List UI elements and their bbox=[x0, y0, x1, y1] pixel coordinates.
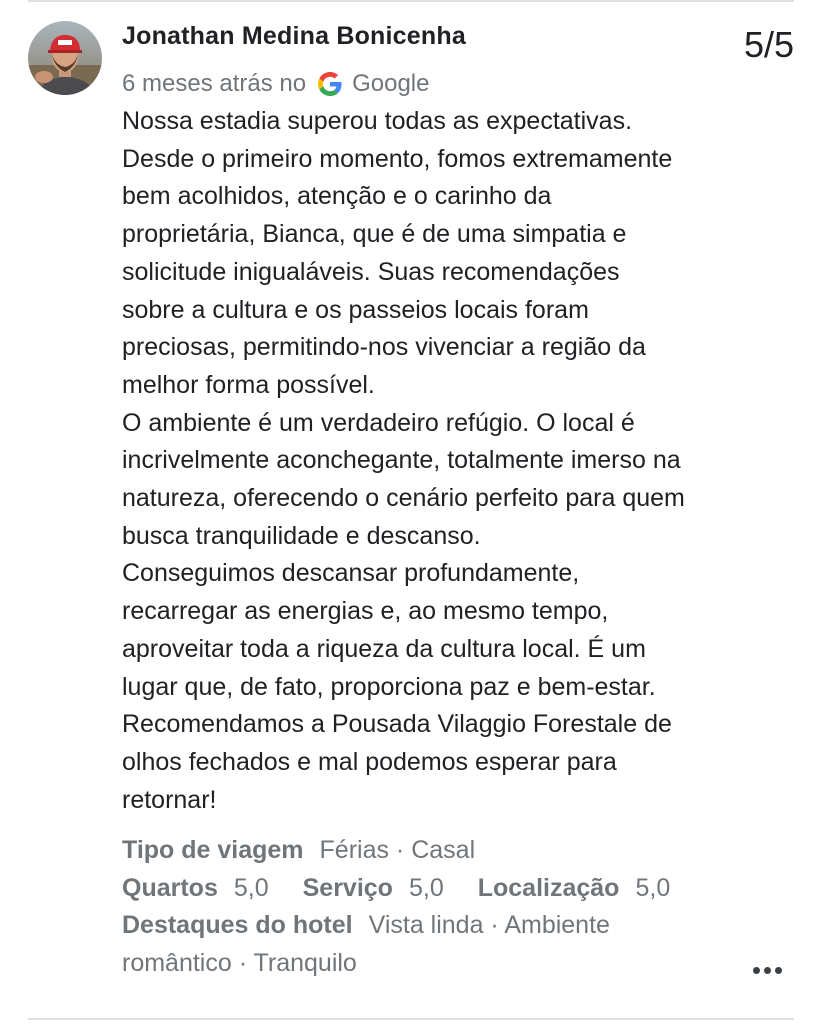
review-text-line: O ambiente é um verdadeiro refúgio. O local é bbox=[122, 408, 635, 437]
bottom-divider bbox=[28, 1018, 794, 1020]
review-text-line: bem acolhidos, atenção e o carinho da bbox=[122, 182, 552, 211]
highlights-row bbox=[122, 907, 762, 945]
review-text-line: natureza, oferecendo o cenário perfeito para quem bbox=[122, 484, 685, 513]
review-text-line: retornar! bbox=[122, 785, 217, 814]
location-value: 5,0 bbox=[635, 873, 671, 902]
location-label: Localização bbox=[477, 873, 620, 902]
highlights-row-continued bbox=[122, 945, 762, 983]
highlights-value-line1: Vista linda · Ambiente bbox=[368, 911, 610, 939]
review-text-line: aproveitar toda a riqueza da cultura local. É um bbox=[122, 634, 646, 663]
more-options-button[interactable] bbox=[748, 956, 786, 984]
review-text-line: incrivelmente aconchegante, totalmente imerso na bbox=[122, 446, 681, 475]
review-text bbox=[122, 103, 772, 819]
review-source: Google bbox=[352, 70, 430, 97]
trip-type-label: Tipo de viagem bbox=[122, 836, 304, 864]
service-value: 5,0 bbox=[408, 873, 444, 902]
more-horiz-icon bbox=[753, 967, 760, 974]
review-text-line: Conseguimos descansar profundamente, bbox=[122, 559, 580, 588]
rating-score: 5/5 bbox=[743, 24, 794, 65]
reviewer-name[interactable]: Jonathan Medina Bonicenha bbox=[122, 22, 466, 50]
review-meta bbox=[122, 67, 429, 101]
top-divider bbox=[28, 0, 794, 2]
review-text-line: lugar que, de fato, proporciona paz e bem-estar. bbox=[122, 672, 656, 701]
review-text-line: recarregar as energias e, ao mesmo tempo, bbox=[122, 597, 609, 626]
ratings-row bbox=[122, 870, 762, 908]
highlights-value-line2: romântico · Tranquilo bbox=[122, 948, 357, 977]
review-text-line: olhos fechados e mal podemos esperar para bbox=[122, 747, 617, 776]
review-text-line: sobre a cultura e os passeios locais foram bbox=[122, 295, 589, 324]
review-details bbox=[122, 832, 762, 982]
rooms-label: Quartos bbox=[122, 873, 218, 902]
review-time: 6 meses atrás no bbox=[122, 70, 307, 97]
review-text-line: preciosas, permitindo-nos vivenciar a região da bbox=[122, 333, 646, 362]
review-text-line: proprietária, Bianca, que é de uma simpatia e bbox=[122, 220, 627, 249]
review-text-line: melhor forma possível. bbox=[122, 370, 375, 399]
rooms-value: 5,0 bbox=[233, 873, 269, 902]
review-text-line: solicitude inigualáveis. Suas recomendações bbox=[122, 257, 620, 286]
google-g-icon bbox=[318, 72, 342, 96]
trip-type-row bbox=[122, 832, 762, 870]
review-text-line: Recomendamos a Pousada Vilaggio Forestale de bbox=[122, 710, 672, 739]
avatar-photo bbox=[28, 21, 102, 95]
review-text-line: Nossa estadia superou todas as expectativas. bbox=[122, 107, 633, 135]
service-label: Serviço bbox=[302, 873, 393, 902]
review-text-line: busca tranquilidade e descanso. bbox=[122, 521, 481, 550]
review-text-line: Desde o primeiro momento, fomos extremamente bbox=[122, 144, 673, 173]
highlights-label: Destaques do hotel bbox=[122, 911, 353, 939]
avatar[interactable] bbox=[28, 21, 102, 95]
trip-type-value: Férias · Casal bbox=[319, 836, 476, 864]
